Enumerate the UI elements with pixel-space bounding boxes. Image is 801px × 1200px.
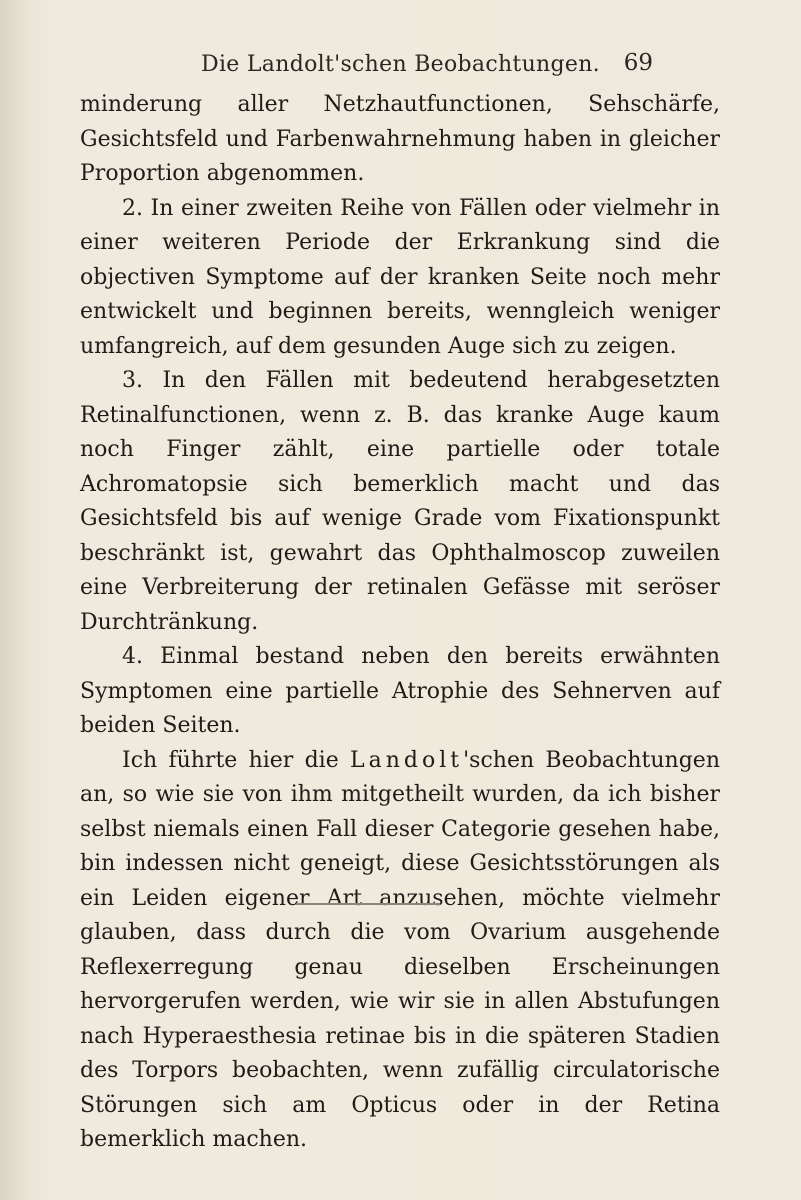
paragraph-3: 3. In den Fällen mit bedeutend herabgesetzten Retinalfunctionen, wenn z. B. das kranke Auge kaum noch Finger zählt, eine partielle oder totale Achromatopsie sich bemerklich macht und das Gesichtsfeld bis auf wenige Grade vom Fixationspunkt beschränkt ist, gewahrt das Ophthalmoscop zuweilen eine Verbreiterung der retinalen Gefässe mit seröser Durchtränkung. bbox=[80, 368, 720, 635]
paragraph-5-start: Ich führte hier die bbox=[122, 747, 351, 773]
paragraph-continuation: minderung aller Netzhautfunctionen, Sehschärfe, Gesichtsfeld und Farbenwahrnehmung haben in gleicher Proportion abgenommen. bbox=[80, 92, 720, 186]
paragraph-5 bbox=[80, 744, 720, 1158]
paragraph-5-rest: 'schen Beobachtungen an, so wie sie von ihm mitgetheilt wurden, da ich bisher selbst niemals einen Fall dieser Categorie gesehen habe, bin indessen nicht geneigt, diese Gesichtsstörungen als ein Leiden eigener Art anzusehen, möchte vielmehr glauben, dass durch die vom Ovarium ausgehende Reflexerregung genau dieselben Erscheinungen hervorgerufen werden, wie wir sie in allen Abstufungen nach Hyperaesthesia retinae bis in die späteren Stadien des Torpors beobachten, wenn zufällig circulatorische Störungen sich am Opticus oder in der Retina bemerklich machen. bbox=[80, 747, 720, 1152]
paragraph-2: 2. In einer zweiten Reihe von Fällen oder vielmehr in einer weiteren Periode der Erkrankung sind die objectiven Symptome auf der kranken Seite noch mehr entwickelt und beginnen bereits, wenngleich weniger umfangreich, auf dem gesunden Auge sich zu zeigen. bbox=[80, 195, 720, 359]
running-title: Die Landolt'schen Beobachtungen. bbox=[201, 52, 600, 77]
page-header bbox=[0, 50, 801, 90]
paragraph-4: 4. Einmal bestand neben den bereits erwähnten Symptomen eine partielle Atrophie des Sehnerven auf beiden Seiten. bbox=[80, 644, 720, 738]
body-text bbox=[80, 88, 720, 1158]
page-number: 69 bbox=[623, 50, 653, 76]
author-name-landolt: Landolt bbox=[350, 747, 464, 773]
section-divider bbox=[296, 903, 440, 905]
